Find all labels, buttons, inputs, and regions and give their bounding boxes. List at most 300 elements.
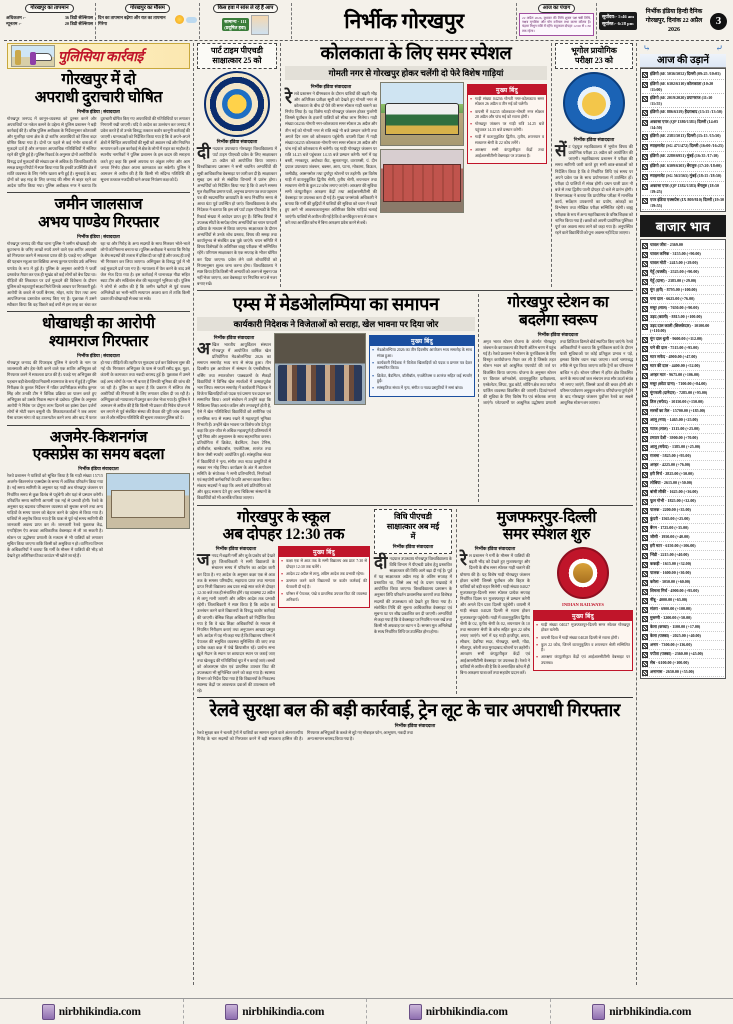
grain-icon — [642, 288, 648, 294]
grain-icon — [642, 252, 648, 258]
key-point: • गाड़ी संख्या 04236 गोमती नगर-कोलकाता समर स्पेशल 26 अप्रैल व तीन मई को चलेगी। — [470, 97, 544, 108]
rate-row — [642, 313, 724, 322]
key-point: • क्रिकेट, बैडमिंटन, वॉलीबॉल, एथलेटिक्स व शतरंज सहित कई स्पर्धाएं हुईं। — [372, 374, 472, 385]
headline-line-2: एक्सप्रेस का समय बदला — [32, 446, 165, 464]
sun-icon — [175, 15, 184, 24]
flight-row — [642, 94, 724, 108]
rate-text: अनानास - 2650.00 (+55.00) — [650, 668, 695, 674]
flight-row — [642, 196, 724, 210]
press-mark-icon — [42, 1004, 55, 1020]
grain-icon — [642, 580, 648, 586]
grain-icon — [642, 508, 648, 514]
rate-row — [642, 587, 724, 596]
flight-text: इंडिगो (6E 886/6319) हैदराबाद (13:15 /13:50) — [650, 109, 723, 115]
byline: निर्भीक इंडिया संवाददाता — [537, 331, 579, 337]
geo-box-heading — [555, 43, 633, 69]
rate-row — [642, 295, 724, 304]
headline-line-2: अभय पाण्डेय गिरफ्तार — [38, 214, 159, 232]
key-points-box — [467, 84, 547, 164]
flight-row — [642, 152, 724, 162]
grain-icon — [642, 279, 648, 285]
law-phd-story — [374, 509, 452, 695]
weather-widget — [96, 3, 200, 39]
rate-text: केला (कच्चा) - 1100.00 (+17.00) — [650, 623, 701, 629]
flight-text: इंडिगो (6E 2019/2020) प्रयागराज (11:10 /11:55) — [650, 95, 713, 106]
grain-icon — [642, 297, 648, 303]
byline: निर्भीक इंडिया | संवाददाता — [77, 108, 120, 114]
footer-cell[interactable] — [551, 999, 733, 1024]
geography-exam-story — [551, 43, 633, 287]
story-land-fraud-arrest — [7, 196, 190, 308]
story-body: अखिल भारतीय आयुर्विज्ञान संस्थान गोरखपुर में आयोजित वार्षिक खेल प्रतियोगिता मेडओलम्पिया 2026 का समापन समारोह भव्य रूप से संपन्न हुआ। तीन दिवसीय इस आयोजन में संस्थान के एमबीबीएस, नर्सिंग तथा स्नातकोत्तर पाठ्यक्रमों के सैकड़ों विद्यार्थियों ने विभिन्न खेल स्पर्धाओं में उत्साहपूर्वक भाग लिया। समापन समारोह में कार्यकारी निदेशक ने विजेता खिलाड़ियों को पदक एवं प्रमाण पत्र प्रदान कर सम्मानित किया। अपने संबोधन में उन्होंने कहा कि चिकित्सा शिक्षा अत्यंत कठिन और तनावपूर्ण होती है, ऐसे में खेल गतिविधियां विद्यार्थियों को शारीरिक एवं मानसिक रूप से स्वस्थ रखने में महत्वपूर्ण भूमिका निभाती हैं। उन्होंने खेल भावना पर विशेष जोर देते हुए कहा कि हार-जीत से अधिक महत्वपूर्ण है प्रतिस्पर्धा में पूरी निष्ठा और अनुशासन के साथ सहभागिता करना। प्रतियोगिता में क्रिकेट, बैडमिंटन, टेबल टेनिस, वॉलीबॉल, बास्केटबॉल, एथलेटिक्स, शतरंज तथा कैरम जैसी स्पर्धाएं आयोजित हुईं। सांस्कृतिक संध्या में विद्यार्थियों ने नृत्य, संगीत तथा नाट्य प्रस्तुतियों से सबका मन मोह लिया। कार्यक्रम के अंत में आयोजन समिति के संयोजक ने सभी प्रतिभागियों, निर्णायकों एवं सहयोगी कर्मचारियों के प्रति आभार व्यक्त किया। संकाय सदस्यों ने कहा कि अगले वर्ष प्रतियोगिता को और वृहद स्वरूप देते हुए अन्य चिकित्सा संस्थानों के विद्यार्थियों को भी आमंत्रित किया जाएगा। — [197, 338, 271, 501]
rate-text: मूंगफली (दानेदार) - 7285.00 (+95.00) — [650, 389, 708, 395]
flight-text: स्पाइसजेट (SG 471/472) दिल्ली (16:00 /16:25) — [650, 143, 724, 149]
rate-text: आलू (नया) - 1465.00 (+25.00) — [650, 416, 698, 422]
story-body: जनपद में बढ़ती गर्मी और लू के प्रकोप को देखते हुए जिलाधिकारी ने सभी विद्यालयों के संचालन समय में परिवर्तन का आदेश जारी कर दिया है। नए आदेश के अनुसार कक्षा एक से आठ तक के समस्त परिषदीय, सहायता प्राप्त तथा मान्यता प्राप्त निजी विद्यालय अब प्रातः साढ़े सात बजे से दोपहर 12:30 बजे तक ही संचालित होंगे। यह व्यवस्था 22 अप्रैल से लागू मानी जाएगी और अग्रिम आदेश तक प्रभावी रहेगी। जिलाधिकारी ने स्पष्ट किया है कि आदेश का उल्लंघन करने वाले विद्यालयों के विरुद्ध कठोर कार्रवाई की जाएगी। बेसिक शिक्षा अधिकारी को निर्देशित किया गया है कि वे खंड शिक्षा अधिकारियों के माध्यम से नियमित निरीक्षण कराएं तथा अनुपालन आख्या प्रस्तुत करें। आदेश में यह भी कहा गया है कि विद्यालय परिसर में पेयजल की समुचित व्यवस्था सुनिश्चित की जाए तथा प्रत्येक कक्षा कक्ष में पंखे क्रियाशील रहें। प्रार्थना सभा खुले मैदान के स्थान पर छायादार स्थान पर कराई जाए तथा खेलकूद की गतिविधियां धूप में न कराई जाएं। बच्चों को ओआरएस घोल एवं प्राथमिक उपचार किट की उपलब्धता भी सुनिश्चित करने को कहा गया है। स्वास्थ्य विभाग को निर्देश दिया गया है कि विद्यालयों के निकटस्थ स्वास्थ्य केंद्रों पर आवश्यक दवाओं की उपलब्धता बनी रहे। — [197, 550, 275, 694]
university-seal-icon — [204, 71, 270, 137]
panchang-title: आज का पंचाग — [538, 4, 576, 13]
rate-row — [642, 542, 724, 551]
key-point: • कुल 22 कोच, जिनमें वातानुकूलित व शयनयान श्रेणी सम्मिलित हैं। — [536, 643, 630, 654]
key-point: • सांस्कृतिक संध्या में नृत्य, संगीत व नाट्य प्रस्तुतियों ने समां बांधा। — [372, 386, 472, 392]
plane-icon — [642, 134, 648, 140]
temp-min-value: 20 डिग्री सेल्सियस — [64, 20, 93, 26]
rate-text: मुसम्मी - 3200.00 (+50.00) — [650, 614, 692, 620]
rate-row — [642, 551, 724, 560]
byline: निर्भीक इंडिया संवाददाता — [573, 137, 615, 142]
rate-row — [642, 443, 724, 452]
flights-list — [640, 68, 726, 212]
grain-icon — [642, 463, 648, 469]
rate-text: मसूर (छोटा दाना) - 7100.00 (+84.00) — [650, 380, 707, 386]
key-point: • वापसी में 04235 कोलकाता-गोमती नगर स्पेशल 28 अप्रैल और पांच मई को रवाना होगी। — [470, 110, 544, 121]
grain-icon — [642, 261, 648, 267]
lead-story-kolkata-summer-special — [285, 43, 547, 287]
flights-header: आज की उड़ानें — [640, 54, 726, 68]
temp-min-label: न्यूनतम :- — [6, 20, 22, 26]
rate-text: ककड़ी - 1615.00 (+32.00) — [650, 560, 692, 566]
key-point: • वापसी दिशा में गाड़ी संख्या 04028 दिल्ली से रवाना होगी। — [536, 636, 630, 642]
headline-line-1: मुजफ्फरपुर-दिल्ली — [496, 508, 597, 526]
flight-row — [642, 142, 724, 152]
headline-line-2: अब दोपहर 12:30 तक — [222, 526, 345, 544]
flight-row — [642, 80, 724, 94]
grain-icon — [642, 418, 648, 424]
weather-title: गोरखपुर का मौसम — [125, 4, 170, 13]
rate-row — [642, 259, 724, 268]
temperature-widget — [4, 3, 96, 39]
byline: निर्भीक इंडिया संवाददाता — [394, 723, 436, 729]
grain-icon — [642, 472, 648, 478]
air-quality-value: सामान्य - 111 (प्रदूषित हवा) — [224, 18, 247, 30]
flight-text: इंडिगो (6E 2280/6951) मुंबई (16:35 /17:10) — [650, 153, 719, 159]
plane-icon — [642, 82, 648, 88]
footer-cell[interactable] — [367, 999, 551, 1024]
flight-row — [642, 172, 724, 182]
rate-row — [642, 623, 724, 632]
flight-text: इंडिगो (6E 5036/5052) दिल्ली (09:25 /10:05) — [650, 71, 721, 76]
key-point: • आदेश 22 अप्रैल से लागू, अग्रिम आदेश तक प्रभावी रहेगा। — [281, 572, 367, 578]
grain-icon — [642, 337, 648, 343]
headline-line-2: समर स्पेशल शुरु — [502, 526, 591, 544]
rate-text: हरी मिर्च - 2825.00 (+50.00) — [650, 470, 694, 476]
rate-text: करेला - 3050.00 (+60.00) — [650, 578, 691, 584]
grain-icon — [642, 670, 648, 676]
group-photo — [274, 333, 366, 405]
footer-site-url[interactable]: nirbhikindia.com — [609, 1005, 692, 1018]
flight-row — [642, 108, 724, 118]
phd-line-1: पार्ट टाइम पीएचडी — [211, 46, 263, 55]
air-quality-widget — [200, 3, 292, 39]
rate-row — [642, 641, 724, 650]
part-time-phd-story — [197, 43, 281, 287]
grain-icon — [642, 562, 648, 568]
rate-row — [642, 488, 724, 497]
rate-text: गेहूँ (दाना) - 2385.00 (+29.00) — [650, 277, 697, 283]
rate-row — [642, 578, 724, 587]
rate-text: टमाटर देशी - 3900.00 (+70.00) — [650, 434, 698, 440]
rate-text: सरसों का तेल - 15700.00 (+185.00) — [650, 407, 706, 413]
byline: निर्भीक इंडिया संवाददाता — [213, 334, 255, 340]
grain-icon — [642, 324, 648, 330]
newspaper-logo — [292, 3, 517, 39]
publication-meta — [597, 3, 729, 39]
rate-row — [642, 668, 724, 677]
bottom-lead-story — [197, 697, 633, 742]
grain-icon — [642, 270, 648, 276]
flight-text: एयर इंडिया एक्सप्रेस (IX 809/810) दिल्ली (19:30 /19:55) — [650, 197, 725, 208]
police-action-icon — [11, 45, 55, 67]
grain-icon — [642, 499, 648, 505]
phd-box-heading — [197, 43, 277, 69]
story-gorakhpur-offenders — [7, 71, 190, 189]
grain-icon — [642, 346, 648, 352]
page-body — [4, 43, 729, 985]
rate-text: केला (पक्का) - 2025.00 (+40.00) — [650, 632, 701, 638]
press-mark-icon — [409, 1004, 422, 1020]
story-body: गोरखपुर जनपद में कानून-व्यवस्था को दुरुस्त करने और अपराधियों पर नकेल कसने के उद्देश्य से पुलिस प्रशासन ने बड़ी कार्रवाई की है। वरिष्ठ पुलिस अधीक्षक के निर्देशानुसार कोतवाली और गुलरिहा थाना क्षेत्र के दो शातिर अपराधियों को जिला बदर घोषित किया गया है। दोनों पर पहले से कई गंभीर धाराओं में मुकदमे दर्ज हैं और लगातार आपराधिक गतिविधियों में संलिप्त रहने की पुष्टि हुई है। पुलिस रिकार्ड के अनुसार दोनों आरोपियों के विरुद्ध दर्ज मुकदमों की संख्या दस से अधिक है। जिलाधिकारी के समक्ष प्रस्तुत रिपोर्ट में स्पष्ट किया गया कि इनकी उपस्थिति क्षेत्र में शांति व्यवस्था के लिए गंभीर खतरा बनी हुई है। सुनवाई के बाद दोनों को छह माह के लिए जनपद की सीमा से बाहर रहने का आदेश पारित किया गया। पुलिस अधीक्षक नगर ने बताया कि दुराचारी घोषित किए गए अपराधियों की गतिविधियों पर लगातार निगरानी रखी जाएगी। यदि वे आदेश का उल्लंघन कर जनपद में प्रवेश करते हैं तो उनके विरुद्ध तत्काल कठोर कानूनी कार्रवाई की जाएगी। थानाध्यक्षों को निर्देशित किया गया है कि वे अपने-अपने क्षेत्रों में चिन्हित अपराधियों की सूची को अद्यतन रखें और नियमित सत्यापन करें। इस कार्रवाई से क्षेत्र के लोगों में राहत का माहौल है। स्थानीय नागरिकों ने पुलिस प्रशासन के इस कदम की सराहना करते हुए कहा कि इससे अपराध पर अंकुश लगेगा और आम जनता निर्भय होकर अपना कामकाज कर सकेगी। पुलिस ने आमजन से अपील की है कि किसी भी संदिग्ध गतिविधि की सूचना तत्काल नजदीकी थाने अथवा नियंत्रण कक्ष को दें। — [7, 115, 190, 189]
banner-label: पुलिसिया कार्रवाई — [58, 49, 144, 65]
weather-text: दिन का तापमान बढ़ेगा और रात का तापमान गिरेगा — [98, 14, 166, 26]
rate-text: अरहर मटर - 9675.00 (+106.00) — [650, 371, 700, 377]
publication-name: निर्भीक इंडिया हिन्दी दैनिक — [645, 8, 703, 15]
plane-icon — [642, 96, 648, 102]
train-photo-2 — [380, 149, 464, 213]
rate-text: जौसी - 1950.00 (+40.00) — [650, 533, 690, 539]
grain-icon — [642, 373, 648, 379]
middle-column — [194, 43, 637, 985]
gorakhpur-station-story — [483, 294, 633, 501]
byline: निर्भीक इंडिया संवाददाता — [216, 139, 258, 144]
rate-row — [642, 344, 724, 353]
law-line-1: विधि पीएचडी — [394, 511, 432, 521]
byline: निर्भीक इंडिया संवाददाता — [474, 546, 516, 552]
grain-icon — [642, 616, 648, 622]
grain-icon — [642, 427, 648, 433]
grain-icon — [642, 355, 648, 361]
air-quality-title: किस हवा में सांस ले रहे हैं आप — [213, 4, 279, 13]
footer-cell[interactable] — [0, 999, 184, 1024]
rate-text: संतरा - 6900.00 (+100.00) — [650, 605, 692, 611]
key-point: • गाड़ी संख्या 04027 मुजफ्फरपुर-दिल्ली समर स्पेशल गोरखपुर होकर चलेगी। — [536, 623, 630, 634]
rate-row — [642, 614, 724, 623]
story-body: गोरखपुर जनपद की पिपराइच पुलिस ने कंपनी के नाम पर जालसाजी और हेरा-फेरी करने वाले एक शातिर अभियुक्त को गिरफ्तार करने में सफलता प्राप्त की है। पकड़े गए अभियुक्त की पहचान बड़ी बेलतहिया निवासी श्यामराज के रूप में हुई है। पुलिस निरीक्षक के कुशल निर्देशन में गठित उपनिरीक्षक संजीव कुमार सिंह और उनकी टीम ने विधिक प्रक्रिया का पालन करते हुए अभियुक्त को उसके निवास स्थान से दबोचा। पुलिस के अनुसार आरोपी ने निवेश पर दोगुना लाभ दिलाने का झांसा देकर दर्जनों लोगों से मोटी रकम वसूली थी। शिकायतकर्ताओं ने जब अपना पैसा वापस मांगा तो वह टालमटोल करने लगा और बाद में फरार हो गया। पीड़ितों की तहरीर पर मुकदमा दर्ज कर विवेचना शुरू की गई थी। गिरफ्तार अभियुक्त के पास से फर्जी रसीद बुक, मुहर, कंपनी के कागजात तथा नकदी बरामद हुई है। पूछताछ में उसने कई अन्य लोगों के नाम भी बताए हैं जिनकी भूमिका की जांच की जा रही है। पुलिस का कहना है कि प्रकरण में संलिप्त शेष आरोपियों की गिरफ्तारी के लिए लगातार दबिश दी जा रही है। अभियुक्त को न्यायालय में प्रस्तुत कर जेल भेजा गया है। पुलिस ने आमजन से अपील की है कि किसी भी प्रकार की निवेश योजना में धन लगाने से पूर्व संबंधित संस्था की वैधता की पूरी जांच अवश्य कर लें और संदिग्ध गतिविधि की सूचना तत्काल पुलिस को दें। — [7, 360, 190, 421]
plane-icon — [642, 198, 648, 204]
page-number: 3 — [710, 13, 727, 30]
flight-text: स्पाइसजेट (SG 563/565) मुंबई (18:15 /18:50) — [650, 173, 722, 179]
rate-row — [642, 452, 724, 461]
aiims-medolympia-story — [197, 294, 479, 501]
grain-icon — [642, 391, 648, 397]
byline: निर्भीक इंडिया संवाददाता — [392, 543, 434, 549]
grain-icon — [642, 517, 648, 523]
rate-row — [642, 569, 724, 578]
rate-text: भिंडी - 2215.00 (+40.00) — [650, 551, 689, 557]
rate-text: पालक - 2200.00 (+35.00) — [650, 506, 691, 512]
rate-text: मटर सफेद - 4900.00 (+47.00) — [650, 353, 697, 359]
left-column — [4, 43, 194, 985]
plane-icon — [642, 174, 648, 180]
rate-text: बैंगन - 1725.00 (+35.00) — [650, 524, 689, 530]
story-ajmer-kishanganj-express — [7, 429, 190, 560]
footer — [0, 998, 733, 1024]
key-point: • कक्षा एक से आठ तक के सभी विद्यालय अब प्रातः 7:30 से दोपहर 12:30 तक चलेंगे। — [281, 559, 367, 570]
rate-text: चावल कनिक - 3155.00 (+90.00) — [650, 250, 701, 256]
story-body: रेलवे प्रशासन ने ग्रीष्मकाल के दौरान यात्रियों की बढ़ती भीड़ और अतिरिक्त प्रतीक्षा सूची को देखते हुए गोमती नगर से कोलकाता के बीच दो फेरे की समर स्पेशल गाड़ी चलाने का निर्णय लिया है। यह विशेष गाड़ी गोरखपुर जंक्शन होकर गुजरेगी जिससे पूर्वांचल के हजारों यात्रियों को सीधा लाभ मिलेगा। गाड़ी संख्या 04236 गोमती नगर-कोलकाता समर स्पेशल 26 अप्रैल और तीन मई को गोमती नगर से रात्रि साढ़े नौ बजे प्रस्थान करेगी तथा अगले दिन शाम को कोलकाता पहुंचेगी। वापसी दिशा में गाड़ी संख्या 04235 कोलकाता-गोमती नगर समर स्पेशल 28 अप्रैल और पांच मई को कोलकाता से चलेगी। यह गाड़ी गोरखपुर जंक्शन पर रात्रि 14.25 बजे पहुंचकर 14.35 बजे प्रस्थान करेगी। मार्ग में यह बस्ती, मनकापुर, अयोध्या कैंट, सुलतानपुर, वाराणसी, पं. दीन दयाल उपाध्याय जंक्शन, बक्सर, आरा, पटना, मोकामा, किऊल, जसीडीह, आसनसोल तथा दुर्गापुर स्टेशनों पर ठहरेगी। इस विशेष गाड़ी में वातानुकूलित द्वितीय श्रेणी, तृतीय श्रेणी, शयनयान तथा साधारण श्रेणी के कुल 22 कोच लगाए जाएंगे। आरक्षण की सुविधा सभी कंप्यूटरीकृत आरक्षण केंद्रों तथा आईआरसीटीसी की वेबसाइट पर उपलब्ध करा दी गई है। मुख्य जनसंपर्क अधिकारी ने बताया कि गर्मी की छुट्टियों में यात्रियों की सुविधा को ध्यान में रखते हुए आगे भी आवश्यकतानुसार अतिरिक्त विशेष गाड़ियां चलाई जाएंगी। यात्रियों से अपील की गई है कि वे अनधिकृत रूप से यात्रा न करें तथा आरक्षित कोच में बिना आरक्षण प्रवेश करने से बचें। — [285, 87, 377, 225]
rate-row — [642, 353, 724, 362]
temp-max-value: 36 डिग्री सेल्सियस — [64, 14, 93, 20]
rate-text: आलू (सफेद) - 1385.00 (+25.00) — [650, 443, 701, 449]
rate-row — [642, 461, 724, 470]
headline-line-1: गोरखपुर स्टेशन का — [507, 294, 609, 312]
story-body: सेंट एंड्रयूज महाविद्यालय में भूगोल विषय की प्रायोगिक परीक्षा 23 अप्रैल को आयोजित की जाएगी। महाविद्यालय प्रशासन ने परीक्षा की समय सारिणी जारी करते हुए सभी छात्र-छात्राओं को निर्देशित किया है कि वे निर्धारित तिथि एवं समय पर अपने प्रवेश पत्र के साथ प्रयोगशाला में उपस्थित हों। परीक्षा दो पालियों में संपन्न होगी। प्रथम पाली प्रातः नौ बजे से तथा द्वितीय पाली दोपहर दो बजे से प्रारंभ होगी। विभागाध्यक्ष ने बताया कि प्रायोगिक परीक्षा में मानचित्र कार्य, सर्वेक्षण उपकरणों का प्रयोग, आंकड़ों का विश्लेषण तथा मौखिक परीक्षा सम्मिलित रहेगी। बाह्य परीक्षक के रूप में अन्य महाविद्यालय के वरिष्ठ शिक्षक को नामित किया गया है। छात्रों को अपनी प्रायोगिक पुस्तिका पूर्ण कर अवश्य साथ लाने को कहा गया है। अनुपस्थित रहने वाले विद्यार्थियों को पुनः अवसर नहीं दिया जाएगा। — [555, 141, 633, 235]
key-points-list — [281, 559, 367, 603]
grain-icon — [642, 382, 648, 388]
grain-icon — [642, 607, 648, 613]
top-band — [197, 43, 633, 287]
flight-row — [642, 162, 724, 172]
rate-text: शिमला मिर्च - 4900.00 (+95.00) — [650, 587, 699, 593]
rate-text: बांसी लौकी - 1625.00 (+36.00) — [650, 488, 698, 494]
flight-text: अकासा एयर (QP 1380/1381) दिल्ली (14:05 /14:50) — [650, 119, 719, 130]
air-child-illustration — [251, 15, 269, 35]
story-body: रेलवे प्रशासन ने यात्रियों को सूचित किया है कि गाड़ी संख्या 15715 अजमेर-किशनगंज एक्सप्रेस के समय में आंशिक परिवर्तन किया गया है। नई समय सारिणी के अनुसार यह गाड़ी अब गोरखपुर जंक्शन पर निर्धारित समय से कुछ विलंब से पहुंचेगी और यहां से प्रस्थान करेगी। परिवर्तित समय सारिणी आगामी एक मई से प्रभावी होगी। रेलवे के अनुसार यह बदलाव परिचालन व्यवस्था को सुचारू बनाने तथा अन्य गाड़ियों के समय पालन को बेहतर करने के उद्देश्य से किया गया है। यात्रियों से अनुरोध किया गया है कि यात्रा से पूर्व नई समय सारिणी की जानकारी अवश्य प्राप्त कर लें। जानकारी रेलवे पूछताछ केंद्र, एनटीईएस ऐप अथवा आधिकारिक वेबसाइट से ली जा सकती है। स्टेशन पर उद्घोषणा प्रणाली के माध्यम से भी यात्रियों को लगातार सूचित किया जाएगा ताकि किसी को असुविधा न हो। वाणिज्य विभाग के अधिकारियों ने बताया कि गर्मी के मौसम में यात्रियों की भीड़ को देखते हुए अतिरिक्त टिकट काउंटर भी खोले जा रहे हैं। — [7, 473, 103, 558]
grain-icon — [642, 625, 648, 631]
rate-row — [642, 479, 724, 488]
key-point: • मेडओलम्पिया 2026 का तीन दिवसीय आयोजन भव्य समारोह के साथ संपन्न हुआ। — [372, 348, 472, 359]
geo-line-1: भूगोल प्रायोगिक — [571, 46, 617, 55]
temperature-title: गोरखपुर का तापमान — [25, 4, 73, 13]
footer-site-url[interactable]: nirbhikindia.com — [242, 1005, 325, 1018]
geo-line-2: परीक्षा 23 को — [575, 56, 613, 65]
rate-text: उड़द दाल काली (छिलकेदार) - 10100.00 (+110.00) — [650, 322, 710, 334]
law-line-3: में — [410, 531, 416, 541]
lead-subheadline: गोमती नगर से गोरखपुर होकर चलेंगी दो फेरे विशेष गाड़ियां — [285, 66, 547, 80]
rate-text: चने की दाल - 7515.00 (+95.00) — [650, 344, 699, 350]
story-body: रेल प्रशासन ने गर्मी के मौसम में यात्रियों की बढ़ती भीड़ को देखते हुए मुजफ्फरपुर और दिल्ली के बीच समर स्पेशल गाड़ी चलाने की घोषणा की है। यह विशेष गाड़ी गोरखपुर जंक्शन होकर चलेगी जिससे पूर्वांचल और बिहार के यात्रियों को बड़ी राहत मिलेगी। गाड़ी संख्या 04027 मुजफ्फरपुर-दिल्ली समर स्पेशल प्रत्येक सप्ताह निर्धारित दिवस पर मुजफ्फरपुर से प्रस्थान करेगी और अगले दिन प्रातः दिल्ली पहुंचेगी। वापसी में गाड़ी संख्या 04028 दिल्ली से रवाना होकर मुजफ्फरपुर पहुंचेगी। गाड़ी में वातानुकूलित द्वितीय श्रेणी के 02, तृतीय श्रेणी के 02, शयनयान के 10 तथा साधारण श्रेणी के कोच सहित कुल 22 कोच लगाए जाएंगे। मार्ग में यह गाड़ी हाजीपुर, छपरा, सीवान, देवरिया सदर, गोरखपुर, बस्ती, गोंडा, सीतापुर, बरेली तथा मुरादाबाद स्टेशनों पर ठहरेगी। आरक्षण सभी कंप्यूटरीकृत केंद्रों एवं आईआरसीटीसी वेबसाइट पर उपलब्ध है। रेलवे ने यात्रियों से अपील की है कि वे अनारक्षित कोच में ही बिना आरक्षण यात्रा करें तथा सहयोग प्रदान करें। — [460, 550, 530, 675]
rate-text: पालक - 1600.00 (+30.00) — [650, 569, 691, 575]
masthead-title: निर्भीक गोरखपुर — [344, 9, 464, 33]
lower-band — [197, 509, 633, 695]
rate-row — [642, 659, 724, 668]
right-rail — [637, 43, 729, 985]
sun-times: सूर्योदय:- 5:46 am सूर्यास्त:- 6:28 pm — [599, 12, 637, 30]
rate-row — [642, 632, 724, 641]
temperature-values — [6, 15, 93, 28]
rate-text: हरी मटर - 6150.00 (+106.00) — [650, 542, 696, 548]
rate-row — [642, 380, 724, 389]
grain-icon — [642, 364, 648, 370]
footer-cell[interactable] — [184, 999, 368, 1024]
grain-icon — [642, 643, 648, 649]
key-point: • परिसर में पेयजल, पंखे व प्राथमिक उपचार किट की व्यवस्था अनिवार्य। — [281, 592, 367, 603]
rate-row — [642, 533, 724, 542]
law-phd-box-heading — [374, 509, 452, 554]
rate-row — [642, 425, 724, 434]
rate-row — [642, 407, 724, 416]
swoosh-left-icon: ⤷ — [643, 43, 651, 53]
grain-icon — [642, 306, 648, 312]
key-points-title: मुख्य बिंदु — [370, 336, 474, 346]
key-points-title: मुख्य बिंदु — [279, 547, 369, 557]
headline-line-1: धोखाधड़ी का आरोपी — [42, 315, 155, 333]
rate-row — [642, 506, 724, 515]
key-point: • गाड़ी में वातानुकूलित द्वितीय, तृतीय, शयनयान व साधारण श्रेणी के 22 कोच लगेंगे। — [470, 135, 544, 146]
headline-line-1: अजमेर-किशनगंज — [49, 428, 148, 446]
masthead — [4, 3, 729, 41]
cloud-icon — [186, 17, 197, 23]
rate-text: प्याज (लाल) - 1315.00 (+25.00) — [650, 425, 700, 431]
grain-icon — [642, 553, 648, 559]
rate-text: अनार - 7300.00 (+136.00) — [650, 641, 692, 647]
grain-icon — [642, 436, 648, 442]
bottom-headline: रेलवे सुरक्षा बल की बड़ी कार्रवाई, ट्रेन लूट के चार अपराधी गिरफ्तार — [209, 700, 621, 721]
middle-band — [197, 294, 633, 501]
railways-label: INDIAN RAILWAYS — [562, 602, 604, 608]
rate-row — [642, 277, 724, 286]
rate-text: लोबिया - 2615.00 (+50.00) — [650, 479, 693, 485]
flights-header-decoration — [640, 43, 726, 54]
key-points-list — [470, 97, 544, 160]
flight-row — [642, 70, 724, 80]
grain-icon — [642, 526, 648, 532]
story-body: दीनदयाल उपाध्याय गोरखपुर विश्वविद्यालय में पार्ट टाइम पीएचडी प्रवेश के लिए साक्षात्कार 25 अप्रैल को आयोजित किया जाएगा। विश्वविद्यालय प्रशासन ने सभी चयनित अभ्यर्थियों की सूची आधिकारिक वेबसाइट पर जारी कर दी है। साक्षात्कार सुबह दस बजे से संबंधित विभागों में प्रारंभ होगा। अभ्यर्थियों को निर्देशित किया गया है कि वे अपने समस्त मूल शैक्षणिक प्रमाण पत्रों, अनुभव प्रमाण पत्र तथा पहचान पत्र की स्वप्रमाणित छायाप्रति के साथ निर्धारित समय से आधा घंटा पूर्व उपस्थित हो जाएं। विश्वविद्यालय के शोध निदेशक ने बताया कि इस वर्ष पार्ट टाइम पीएचडी के लिए रिकार्ड संख्या में आवेदन प्राप्त हुए हैं। विभिन्न विषयों में उपलब्ध सीटों के सापेक्ष योग्य अभ्यर्थियों का चयन पारदर्शी प्रक्रिया के माध्यम से किया जाएगा। साक्षात्कार के दौरान अभ्यर्थियों से उनके शोध प्रस्ताव, विषय की समझ तथा कार्यानुभव से संबंधित प्रश्न पूछे जाएंगे। चयन समिति में विषय विशेषज्ञों के अतिरिक्त बाह्य परीक्षक भी सम्मिलित रहेंगे। परिणाम साक्षात्कार के एक सप्ताह के भीतर घोषित कर दिया जाएगा। प्रवेश लेने वाले शोधार्थियों को नियमानुसार शुल्क जमा करना होगा। विश्वविद्यालय ने स्पष्ट किया है कि किसी भी अभ्यर्थी को अलग से सूचना पत्र नहीं भेजा जाएगा, अतः वेबसाइट पर नियमित रूप से नजर बनाए रखें। — [197, 143, 277, 287]
headline-line-1: गोरखपुर में दो — [61, 71, 136, 88]
grain-icon — [642, 661, 648, 667]
panchang-widget — [517, 3, 597, 39]
grain-icon — [642, 598, 648, 604]
rate-text: मसूर (लाल) - 7650.00 (+90.00) — [650, 304, 699, 310]
rate-text: पपीता (पक्का) - 2360.00 (+45.00) — [650, 650, 704, 656]
key-point: • उल्लंघन करने वाले विद्यालयों पर कठोर कार्रवाई की चेतावनी दी गई है। — [281, 579, 367, 590]
key-points-box — [533, 610, 633, 672]
rate-row — [642, 416, 724, 425]
rate-row — [642, 250, 724, 259]
headline-line-2: अपराधी दुराचारी घोषित — [34, 88, 163, 106]
rate-text: चावल मोटी - 2415.00 (+29.00) — [650, 259, 698, 265]
key-points-box — [369, 335, 475, 397]
grain-icon — [642, 634, 648, 640]
rate-row — [642, 286, 724, 295]
subheadline: कार्यकारी निदेशक ने विजेताओं को सराहा, खेल भावना पर दिया जोर — [197, 317, 475, 331]
grain-icon — [642, 315, 648, 321]
rate-row — [642, 322, 724, 335]
rate-row — [642, 268, 724, 277]
key-points-box — [278, 546, 370, 608]
publication-place-date: गोरखपुर, दिनांक 22 अप्रैल 2026 — [645, 17, 703, 33]
story-body: रेलवे सुरक्षा बल ने चलती ट्रेनों में यात्रियों का सामान लूटने वाले अंतरराज्यीय गिरोह के चार सदस्यों को गिरफ्तार करने में बड़ी सफलता हासिल की है। गिरफ्तार अभियुक्तों के कब्जे से लूटे गए मोबाइल फोन, आभूषण, नकदी तथा अन्य सामान बरामद किया गया है। — [197, 730, 413, 742]
story-body: गोरखपुर जनपद की गीडा थाना पुलिस ने जमीन धोखाधड़ी और कूटरचना के जरिए लाखों रुपये ठगने वाले एक शातिर अपराधी को गिरफ्तार करने में सफलता प्राप्त की है। पकड़े गए अभियुक्त की पहचान महुआ पार बिछिया अभय कुमार पाण्डेय उर्फ अभिनव पाण्डेय के रूप में हुई है। पुलिस के अनुसार आरोपी ने फर्जी दस्तावेज तैयार कर एक ही भूखंड को कई लोगों को बेच दिया था। पीड़ितों की शिकायत पर दर्ज मुकदमे की विवेचना के दौरान पुलिस को महत्वपूर्ण साक्ष्य मिले जिनके आधार पर गिरफ्तारी हुई। आरोपी के कब्जे से फर्जी बैनामा, मोहर, स्टांप पेपर तथा अन्य आपत्तिजनक दस्तावेज बरामद किए गए हैं। पूछताछ में उसने स्वीकार किया कि वह पिछले कई वर्षों से इस तरह का धंधा कर रहा था और गिरोह के अन्य सदस्यों के साथ मिलकर भोले-भाले लोगों को निशाना बनाता था। पुलिस अधीक्षक ने बताया कि गिरोह के शेष सदस्यों की तलाश में दबिश दी जा रही है और जल्द ही उन्हें भी गिरफ्तार कर लिया जाएगा। अभियुक्त के विरुद्ध पूर्व में भी कई मुकदमे दर्ज पाए गए हैं। न्यायालय में पेश करने के बाद उसे जेल भेज दिया गया है। इस कार्रवाई में थानाध्यक्ष गीडा सहित स्वाट टीम और सर्विलांस सेल की महत्वपूर्ण भूमिका रही। पुलिस ने लोगों से अपील की है कि जमीन खरीदने से पूर्व राजस्व अभिलेखों का भली-भांति सत्यापन अवश्य करा लें ताकि किसी प्रकार की धोखाधड़ी से बचा जा सके। — [7, 240, 190, 308]
rate-row — [642, 241, 724, 250]
flight-text: इंडिगो (6E 2381/5013) दिल्ली (15:15 /15:50) — [650, 133, 721, 139]
flight-text: इंडिगो (6E 6302/6310) कोलकाता (10:20 /11:00) — [650, 81, 714, 92]
rate-text: मूंग दाल धुली - 9600.00 (+112.00) — [650, 335, 703, 341]
rate-row — [642, 605, 724, 614]
rate-row — [642, 497, 724, 506]
rate-row — [642, 362, 724, 371]
grain-icon — [642, 400, 648, 406]
train-photo — [380, 82, 464, 146]
story-cheating-accused-arrest — [7, 315, 190, 421]
rate-text: गेहूँ (चक्की) - 2525.00 (+90.00) — [650, 268, 699, 274]
phd-line-2: साक्षात्कार 25 को — [212, 56, 262, 65]
headline-line-2: बदलेगा स्वरूप — [519, 312, 597, 330]
press-mark-icon — [592, 1004, 605, 1020]
key-points-list — [372, 348, 472, 392]
flight-row — [642, 132, 724, 142]
story-body: दीनदयाल उपाध्याय गोरखपुर विश्वविद्यालय के विधि विभाग में पीएचडी प्रवेश हेतु प्रस्तावित साक्षात्कार की तिथि आगे बढ़ा दी गई है। पूर्व में यह साक्षात्कार अप्रैल माह के अंतिम सप्ताह में प्रस्तावित था, जिसे अब मई के प्रथम पखवाड़े में आयोजित किया जाएगा। विश्वविद्यालय प्रशासन के अनुसार तिथि परिवर्तन प्रशासनिक कारणों तथा विशेषज्ञ सदस्यों की उपलब्धता को देखते हुए किया गया है। संशोधित तिथि की सूचना आधिकारिक वेबसाइट एवं सूचना पट पर शीघ्र प्रकाशित कर दी जाएगी। अभ्यर्थियों से कहा गया है कि वे वेबसाइट पर नियमित नजर रखें तथा किसी भी अफवाह पर ध्यान न दें। समस्त मूल अभिलेखों के साथ निर्धारित तिथि पर उपस्थित होना होगा। — [374, 552, 452, 635]
flight-text: इंडिगो (6E 6309/6303) बेंगलुरु (17:20 /18:00) — [650, 163, 722, 169]
grain-icon — [642, 454, 648, 460]
lead-headline: कोलकाता के लिए समर स्पेशल — [320, 43, 512, 63]
key-points-title: मुख्य बिंदु — [534, 611, 632, 621]
grain-icon — [642, 652, 648, 658]
byline: निर्भीक इंडिया | संवाददाता — [77, 353, 120, 359]
footer-site-url[interactable]: nirbhikindia.com — [58, 1005, 141, 1018]
rate-text: कुंदरी - 1565.00 (+25.00) — [650, 515, 690, 521]
rate-text: नींबू - 4000.00 (+65.00) — [650, 596, 688, 602]
key-point: • कार्यकारी निदेशक ने विजेता खिलाड़ियों को पदक व प्रमाण पत्र देकर सम्मानित किया। — [372, 361, 472, 372]
rate-text: मूंग (हरी) - 8795.00 (+100.00) — [650, 286, 697, 292]
key-point: • आरक्षण सभी कंप्यूटरीकृत केंद्रों तथा आईआरसीटीसी वेबसाइट पर उपलब्ध है। — [470, 148, 544, 159]
byline: निर्भीक इंडिया संवाददाता — [78, 466, 119, 472]
rate-row — [642, 304, 724, 313]
market-rates-header: बाजार भाव — [640, 215, 726, 237]
footer-site-url[interactable]: nirbhikindia.com — [425, 1005, 508, 1018]
swoosh-right-icon: ⤶ — [715, 43, 723, 53]
grain-icon — [642, 589, 648, 595]
rate-row — [642, 335, 724, 344]
globe-seal-icon — [563, 72, 625, 134]
rate-text: उड़द (काली) - 8815.00 (+100.00) — [650, 313, 702, 319]
temp-max-label: अधिकतम :- — [6, 14, 26, 20]
key-point: • गोरखपुर जंक्शन पर गाड़ी रात्रि 14.25 बजे पहुंचकर 14.35 बजे प्रस्थान करेगी। — [470, 122, 544, 133]
market-rates-list — [640, 239, 726, 679]
grain-icon — [642, 544, 648, 550]
rate-row — [642, 650, 724, 659]
headline-line-2: श्यामराज गिरफ्तार — [48, 333, 148, 351]
police-action-banner — [7, 43, 190, 69]
muzaffarpur-delhi-story — [456, 509, 633, 695]
headline-line-1: जमीन जालसाज — [54, 196, 143, 214]
grain-icon — [642, 481, 648, 487]
key-points-list — [536, 623, 630, 667]
flight-row — [642, 182, 724, 196]
grain-icon — [642, 409, 648, 415]
panchang-text: 22 अप्रैल 2026, बुधवार की तिथि शुक्ल पक्ष षष्ठी तिथि, नक्षत्र मृगशिरा और योग वरीयान तथा करण कौलव है। चंद्रमा मिथुन राशि में रहेंगे। राहुकाल दोपहर 12:00 से 1:30 तक रहेगा। — [519, 13, 594, 37]
grain-icon — [642, 243, 648, 249]
plane-icon — [642, 72, 648, 78]
